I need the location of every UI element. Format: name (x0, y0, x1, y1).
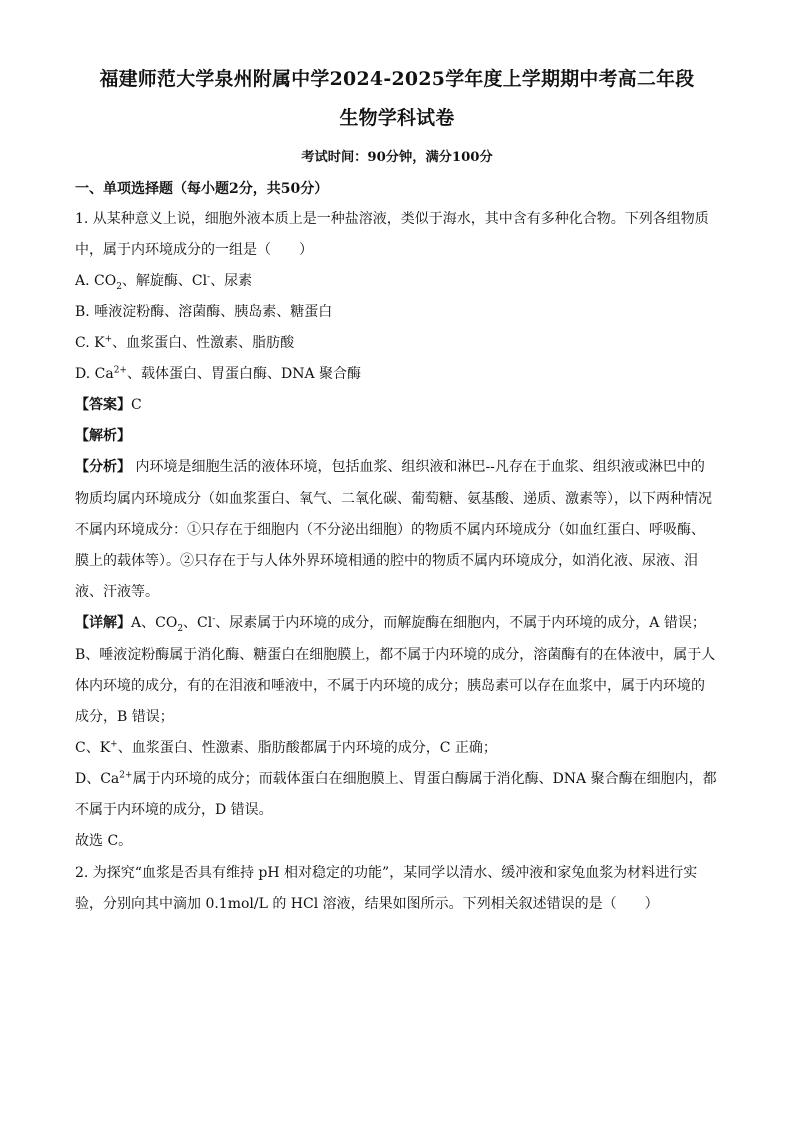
q1-fenxi-line-2: 物质均属内环境成分（如血浆蛋白、氧气、二氧化碳、葡萄糖、氨基酸、递质、激素等），以下两种情况 (75, 491, 712, 507)
q1-xiangjie-line-1 (75, 614, 706, 632)
q1-option-b: B. 唾液淀粉酶、溶菌酶、胰岛素、糖蛋白 (75, 304, 333, 320)
option-text: C. K (75, 335, 105, 351)
fenxi-text: 内环境是细胞生活的液体环境，包括血浆、组织液和淋巴--凡存在于血浆、组织液或淋巴中的 (131, 459, 705, 475)
q1-answer (75, 396, 142, 414)
q1-xiangjie-line-2: B、唾液淀粉酶属于消化酶、糖蛋白在细胞膜上，都不属于内环境的成分，溶菌酶有的在体液中，属于人 (75, 647, 716, 663)
superscript: + (110, 739, 118, 750)
subscript: 2 (116, 281, 122, 292)
superscript: - (207, 272, 211, 283)
xiangjie-tag: 【详解】 (75, 615, 131, 631)
superscript: 2+ (119, 770, 133, 781)
q1-conclusion: 故选 C。 (75, 833, 133, 849)
xiangjie-text: 、血浆蛋白、性激素、脂肪酸都属于内环境的成分，C 正确； (117, 740, 497, 756)
q1-option-a (75, 272, 252, 290)
option-text: 、载体蛋白、胃蛋白酶、DNA 聚合酶 (126, 366, 362, 382)
xiangjie-text: D、Ca (75, 771, 120, 787)
q1-stem-line-2: 中，属于内环境成分的一组是（ ） (75, 242, 313, 258)
document-title-line-2: 生物学科试卷 (339, 107, 455, 129)
q1-option-c (75, 334, 294, 352)
xiangjie-text: A、CO (131, 615, 178, 631)
superscript: + (104, 334, 113, 345)
superscript: - (212, 614, 216, 625)
option-text: A. CO (75, 273, 117, 289)
q1-xiangjie-line-7: 不属于内环境的成分，D 错误。 (75, 802, 273, 818)
q1-fenxi-line-4: 膜上的载体等）。②只存在于与人体外界环境相通的腔中的物质不属内环境成分，如消化液、尿液、泪 (75, 553, 698, 569)
q1-option-d (75, 365, 361, 383)
answer-tag: 【答案】 (75, 397, 131, 413)
xiangjie-text: 、Cl (183, 615, 213, 631)
q1-fenxi-line-3: 不属内环境成分：①只存在于细胞内（不分泌出细胞）的物质不属内环境成分（如血红蛋白、呼吸酶、 (75, 522, 705, 538)
q1-fenxi-line-1 (75, 458, 705, 476)
q1-xiangjie-line-4: 成分，B 错误； (75, 709, 174, 725)
q1-xiangjie-line-3: 体内环境的成分，有的在泪液和唾液中，不属于内环境的成分；胰岛素可以存在血浆中，属于内环境的 (75, 678, 705, 694)
subscript: 2 (177, 623, 184, 634)
fenxi-tag: 【分析】 (75, 459, 131, 475)
xiangjie-text: 属于内环境的成分；而载体蛋白在细胞膜上、胃蛋白酶属于消化酶、DNA 聚合酶在细胞内，都 (132, 771, 717, 787)
section-heading: 一、单项选择题（每小题2分，共50分） (75, 181, 329, 197)
q1-xiangjie-line-6 (75, 770, 717, 788)
xiangjie-text: C、K (75, 740, 111, 756)
option-text: D. Ca (75, 366, 114, 382)
document-title-line-1: 福建师范大学泉州附属中学2024-2025学年度上学期期中考高二年段 (99, 68, 695, 90)
option-text: 、解旋酶、Cl (121, 273, 208, 289)
q2-stem-line-2: 验，分别向其中滴加 0.1mol/L 的 HCl 溶液，结果如图所示。下列相关叙述错误的是（ ） (75, 896, 659, 912)
q2-stem-line-1: 2. 为探究“血浆是否具有维持 pH 相对稳定的功能”，某同学以清水、缓冲液和家兔血浆为材料进行实 (75, 865, 698, 881)
q1-stem-line-1: 1. 从某种意义上说，细胞外液本质上是一种盐溶液，类似于海水，其中含有多种化合物。下列各组物质 (75, 211, 709, 227)
q1-xiangjie-line-5 (75, 739, 497, 757)
exam-info: 考试时间：90分钟，满分100分 (301, 150, 493, 165)
q1-fenxi-line-5: 液、汗液等。 (75, 584, 159, 600)
superscript: 2+ (113, 365, 127, 376)
option-text: 、血浆蛋白、性激素、脂肪酸 (112, 335, 295, 351)
answer-value: C (131, 397, 142, 413)
xiangjie-text: 、尿素属于内环境的成分，而解旋酶在细胞内，不属于内环境的成分，A 错误； (215, 615, 706, 631)
option-text: 、尿素 (210, 273, 253, 289)
q1-analysis-tag: 【解析】 (75, 428, 131, 444)
